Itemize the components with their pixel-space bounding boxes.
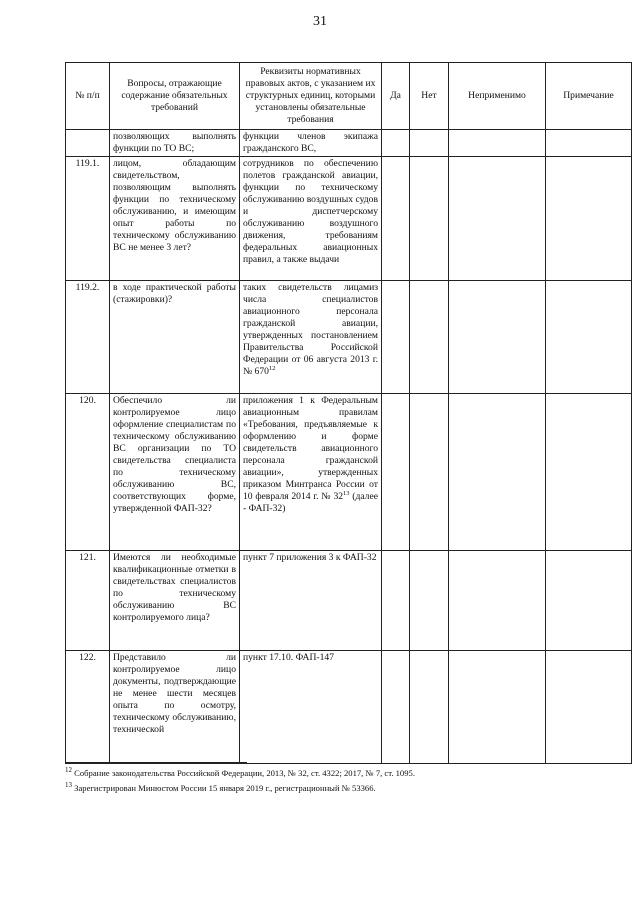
footnote-text: Зарегистрирован Минюстом России 15 января 2019 г., регистрационный № 53366. [74,783,376,793]
yes-cell[interactable] [382,394,410,551]
not-applicable-cell[interactable] [449,651,546,764]
row-number: 122. [66,651,110,764]
row-requisites [240,394,382,551]
table-header-row [66,63,632,130]
row-question: Обеспечило ли контролируемое лицо оформление специалистам по техническому обслуживанию ВС организации по ТО свидетельства специалиста по техническому обслуживанию ВС, соответствующих форме, утвержденной ФАП-32? [110,394,240,551]
requisites-text: приложения 1 к Федеральным авиационным правилам «Требования, предъявляемые к оформлению и форме свидетельств авиационного персонала гражданской авиации», утвержденных приказом Минтранса России от 10 февраля 2014 г. № 32 [243,395,378,502]
table-row [66,394,632,551]
yes-cell[interactable] [382,281,410,394]
header-num: № п/п [66,63,110,130]
row-number [66,130,110,157]
footnote-12 [65,768,415,779]
header-question: Вопросы, отражающие содержание обязательных требований [110,63,240,130]
footnote-mark: 13 [65,781,72,790]
no-cell[interactable] [410,157,449,281]
footnote-ref: 12 [268,364,276,372]
note-cell[interactable] [546,130,632,157]
no-cell[interactable] [410,651,449,764]
not-applicable-cell[interactable] [449,551,546,651]
row-number: 119.2. [66,281,110,394]
not-applicable-cell[interactable] [449,157,546,281]
note-cell[interactable] [546,281,632,394]
note-cell[interactable] [546,394,632,551]
footnote-ref: 13 [343,489,350,497]
table-row [66,130,632,157]
row-requisites [240,281,382,394]
row-requisites: функции членов экипажа гражданского ВС, [240,130,382,157]
row-number: 121. [66,551,110,651]
footnote-divider [65,762,247,763]
note-cell[interactable] [546,551,632,651]
row-question: лицом, обладающим свидетельством, позволяющим выполнять функции по техническому обслуживанию, и имеющим опыт работы по техническому обслуживанию ВС не менее 3 лет? [110,157,240,281]
yes-cell[interactable] [382,551,410,651]
table-row [66,281,632,394]
footnote-13 [65,783,376,794]
requirements-table [65,62,632,764]
header-yes: Да [382,63,410,130]
note-cell[interactable] [546,157,632,281]
table-row [66,651,632,764]
not-applicable-cell[interactable] [449,130,546,157]
no-cell[interactable] [410,551,449,651]
row-question: позволяющих выполнять функции по ТО ВС; [110,130,240,157]
yes-cell[interactable] [382,130,410,157]
no-cell[interactable] [410,130,449,157]
page-number: 31 [313,14,327,29]
row-requisites: пункт 17.10. ФАП-147 [240,651,382,764]
table-row [66,551,632,651]
row-question: Имеются ли необходимые квалификационные отметки в свидетельствах специалистов по техническому обслуживанию ВС контролируемого лица? [110,551,240,651]
footnote-text: Собрание законодательства Российской Федерации, 2013, № 32, ст. 4322; 2017, № 7, ст. 1095. [74,768,415,778]
table-row [66,157,632,281]
requisites-text: таких свидетельств лицамиз числа специалистов авиационного персонала гражданской авиации, утвержденных постановлением Правительства Российской Федерации от 06 августа 2013 г. № 670 [243,282,378,377]
not-applicable-cell[interactable] [449,394,546,551]
row-number: 119.1. [66,157,110,281]
header-requisites: Реквизиты нормативных правовых актов, с указанием их структурных единиц, которыми установлены обязательные требования [240,63,382,130]
not-applicable-cell[interactable] [449,281,546,394]
no-cell[interactable] [410,394,449,551]
requisites-tail: (далее - ФАП-32) [243,491,378,514]
footnote-mark: 12 [65,766,72,775]
row-requisites: сотрудников по обеспечению полетов гражданской авиации, функции по техническому обслуживанию воздушных судов и диспетчерскому обслуживанию воздушного движения, требованиям федеральных авиационных правил, а также выдачи [240,157,382,281]
header-note: Примечание [546,63,632,130]
yes-cell[interactable] [382,157,410,281]
row-question: в ходе практической работы (стажировки)? [110,281,240,394]
header-no: Нет [410,63,449,130]
no-cell[interactable] [410,281,449,394]
note-cell[interactable] [546,651,632,764]
row-number: 120. [66,394,110,551]
header-not-applicable: Неприменимо [449,63,546,130]
row-question: Представило ли контролируемое лицо документы, подтверждающие не менее шести месяцев опыта по осмотру, техническому обслуживанию, технической [110,651,240,764]
row-requisites: пункт 7 приложения 3 к ФАП-32 [240,551,382,651]
yes-cell[interactable] [382,651,410,764]
